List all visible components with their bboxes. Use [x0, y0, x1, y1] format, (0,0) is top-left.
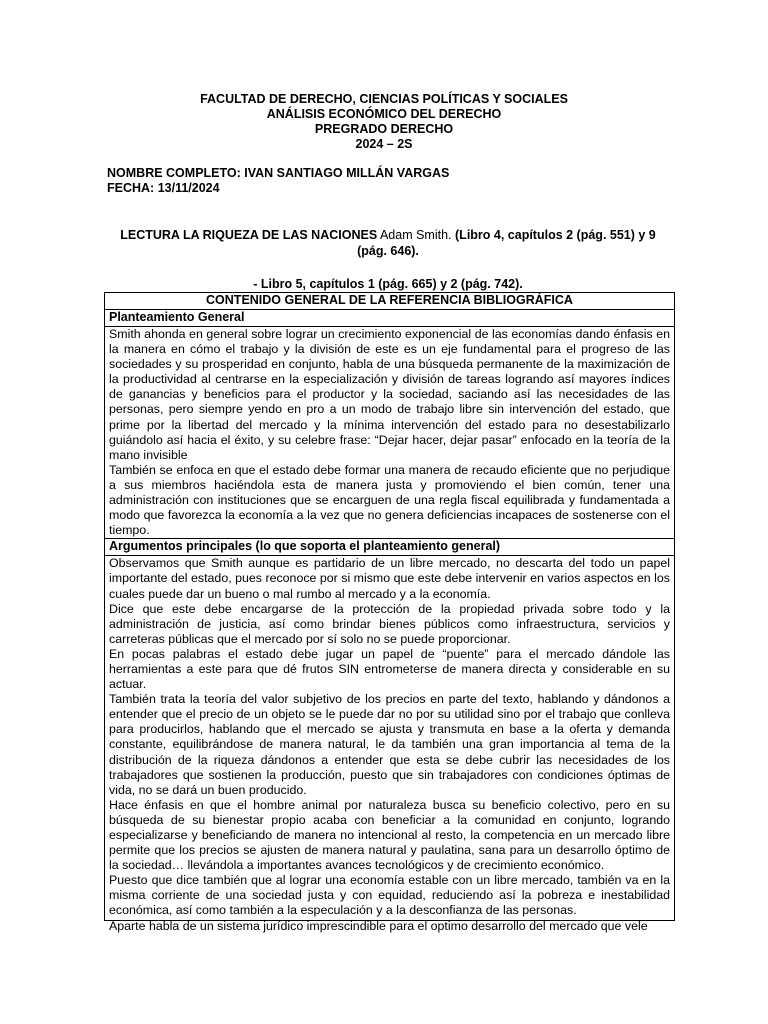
content-table: [104, 292, 675, 933]
student-info: [107, 166, 449, 196]
paragraph: También se enfoca en que el estado debe formar una manera de recaudo eficiente que no perjudique a sus miembros haciéndola esta de manera justa y promoviendo el bien común, tener una administración con instituciones que se encarguen de una regla fiscal equilibrada y fundamentada a modo que favorezca la economía a la vez que no genera deficiencias incapaces de sostenerse con el tiempo.: [109, 462, 670, 538]
paragraph: Aparte habla de un sistema jurídico imprescindible para el optimo desarrollo del mercado que vele: [109, 918, 648, 933]
paragraph: Dice que este debe encargarse de la protección de la propiedad privada sobre todo y la administración de justicia, así como brindar bienes públicos como infraestructura, servicios y carreteras públicas que el mercado por sí solo no se puede proporcionar.: [109, 601, 670, 646]
paragraph: Hace énfasis en que el hombre animal por naturaleza busca su beneficio colectivo, pero en su búsqueda de su bienestar propio acaba con beneficiar a la comunidad en conjunto, logrando especializarse y beneficiando de manera no intencional al resto, la competencia en un mercado libre permite que los precios se ajusten de manera natural y paulatina, sana para un desarrollo óptimo de la sociedad… llevándola a importantes avances tecnológicos y de crecimiento económico.: [109, 797, 670, 873]
faculty-line: FACULTAD DE DERECHO, CIENCIAS POLÍTICAS Y SOCIALES: [200, 92, 568, 106]
paragraph: En pocas palabras el estado debe jugar un papel de “puente” para el mercado dándole las herramientas a este para que dé frutos SIN entrometerse de manera directa y considerable en su actuar.: [109, 646, 670, 692]
paragraph: También trata la teoría del valor subjetivo de los precios en parte del texto, hablando y dándonos a entender que el precio de un objeto se le puede dar no por su utilidad sino por el trabajo que conlleva para producirlos, hablando que el mercado se ajusta y transmuta en base a la oferta y demanda constante, equilibrándose de manera natural, le da también una gran importancia al tema de la distribución de la riqueza dándonos a entender que esta se debe cubrir las necesidades de los trabajadores que sostienen la producción, puesto que sin trabajadores con condiciones óptimas de vida, no se dará un buen producido.: [109, 692, 670, 797]
section-body-argumentos: [105, 556, 674, 933]
paragraph: Observamos que Smith aunque es partidario de un libre mercado, no descarta del todo un papel importante del estado, pues reconoce por si mismo que este debe intervenir en varios aspectos en los cuales puede dar un bueno o mal rumbo al mercado y a la economía.: [109, 556, 670, 601]
student-name: NOMBRE COMPLETO: IVAN SANTIAGO MILLÁN VARGAS: [107, 166, 450, 180]
document-date: FECHA: 13/11/2024: [107, 181, 220, 195]
section-title-planteamiento: Planteamiento General: [105, 310, 674, 327]
section-title-argumentos: Argumentos principales (lo que soporta el planteamiento general): [105, 539, 674, 556]
section-body-planteamiento: [105, 327, 674, 539]
paragraph: Puesto que dice también que al lograr una economía estable con un libre mercado, también va en la misma corriente de una sociedad justa y con equidad, reduciendo así la pobreza e inestabilidad económica, así como también a la especulación y a la desconfianza de las personas.: [109, 873, 670, 918]
document-header: [0, 92, 768, 152]
reading-reference: (Libro 4, capítulos 2 (pág. 551) y 9 (pág. 646).: [357, 228, 656, 258]
course-line: ANÁLISIS ECONÓMICO DEL DERECHO: [266, 107, 502, 121]
reading-reference-2: - Libro 5, capítulos 1 (pág. 665) y 2 (pág. 742).: [253, 277, 523, 291]
paragraph: Smith ahonda en general sobre lograr un crecimiento exponencial de las economías dando énfasis en la manera en cómo el trabajo y la división de este es un eje fundamental para el progreso de las sociedades y su prosperidad en conjunto, habla de una búsqueda permanente de la maximización de la productividad al centrarse en la especialización y división de tareas logrando así mayores índices de ganancias y beneficios para el productor y la sociedad, saciando así las necesidades de las personas, pero siempre yendo en pro a un modo de trabajo libre sin intervención del estado, que prime por la libertad del mercado y la mínima intervención del estado para no desestabilizarlo guiándolo así hacia el éxito, y su celebre frase: “Dejar hacer, dejar pasar” enfocado en la teoría de la mano invisible: [109, 327, 670, 462]
term-line: 2024 – 2S: [355, 137, 413, 151]
table-header: CONTENIDO GENERAL DE LA REFERENCIA BIBLIOGRÁFICA: [105, 293, 674, 310]
reading-book-title: LECTURA LA RIQUEZA DE LAS NACIONES: [120, 228, 378, 242]
reading-author: Adam Smith.: [379, 228, 452, 242]
reading-title: [108, 228, 668, 259]
program-line: PREGRADO DERECHO: [314, 122, 454, 136]
